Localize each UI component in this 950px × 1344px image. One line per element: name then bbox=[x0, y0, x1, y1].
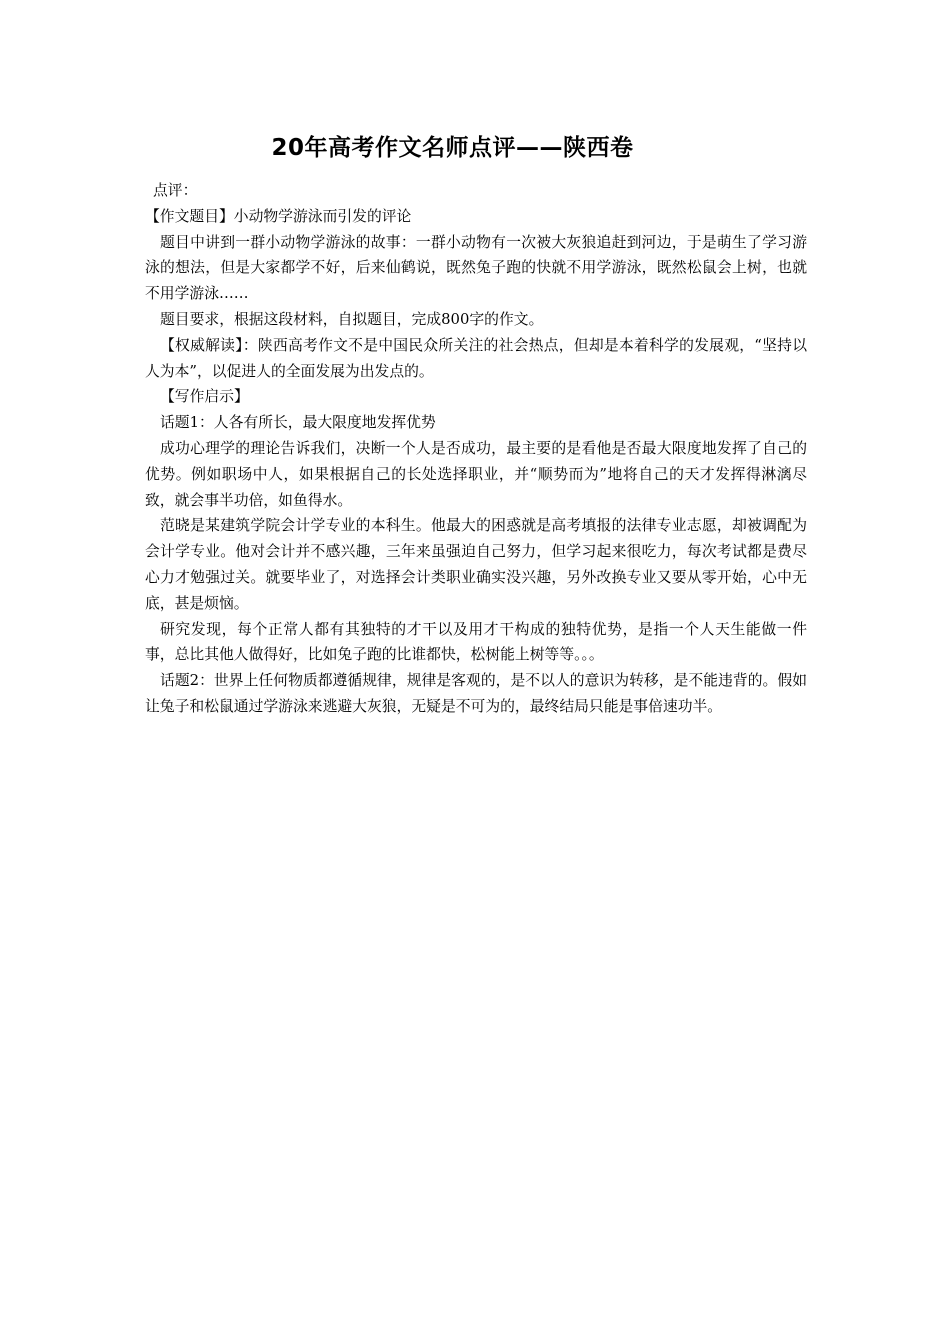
paragraph-research-findings: 研究发现，每个正常人都有其独特的才干以及用才干构成的独特优势，是指一个人天生能做一件事，总比其他人做得好，比如兔子跑的比谁都快，松树能上树等等。。。 bbox=[145, 620, 807, 664]
paragraph-requirements: 题目要求，根据这段材料，自拟题目，完成800字的作文。 bbox=[160, 310, 544, 328]
document-title: 20年高考作文名师点评——陕西卷 bbox=[271, 135, 634, 161]
paragraph-comment-label: 点评： bbox=[153, 182, 198, 199]
paragraph-topic-2: 话题2：世界上任何物质都遵循规律，规律是客观的，是不以人的意识为转移，是不能违背的。假如让兔子和松鼠通过学游泳来逃避大灰狼，无疑是不可为的，最终结局只能是事倍速功半。 bbox=[145, 672, 807, 715]
paragraph-writing-inspiration: 【写作启示】 bbox=[160, 388, 249, 406]
document-body bbox=[145, 178, 807, 720]
paragraph-topic-story: 题目中讲到一群小动物学游泳的故事：一群小动物有一次被大灰狼追赶到河边，于是萌生了学习游泳的想法，但是大家都学不好，后来仙鹤说，既然兔子跑的快就不用学游泳，既然松鼠会上树，也就不用学游泳…… bbox=[145, 233, 807, 303]
paragraph-success-psychology: 成功心理学的理论告诉我们，决断一个人是否成功，最主要的是看他是否最大限度地发挥了自己的优势。例如职场中人，如果根据自己的长处选择职业，并“顺势而为”地将自己的天才发挥得淋漓尽致，就会事半功倍，如鱼得水。 bbox=[145, 439, 807, 509]
paragraph-authoritative-reading: 【权威解读】：陕西高考作文不是中国民众所关注的社会热点，但却是本着科学的发展观，“坚持以人为本”，以促进人的全面发展为出发点的。 bbox=[145, 336, 807, 380]
paragraph-topic-1: 话题1：人各有所长，最大限度地发挥优势 bbox=[160, 414, 436, 432]
paragraph-fan-xiao: 范晓是某建筑学院会计学专业的本科生。他最大的困惑就是高考填报的法律专业志愿，却被调配为会计学专业。他对会计并不感兴趣，三年来虽强迫自己努力，但学习起来很吃力，每次考试都是费尽心力才勉强过关。就要毕业了，对选择会计类职业确实没兴趣，另外改换专业又要从零开始，心中无底，甚是烦恼。 bbox=[145, 517, 807, 612]
paragraph-essay-topic: 【作文题目】小动物学游泳而引发的评论 bbox=[145, 207, 412, 225]
